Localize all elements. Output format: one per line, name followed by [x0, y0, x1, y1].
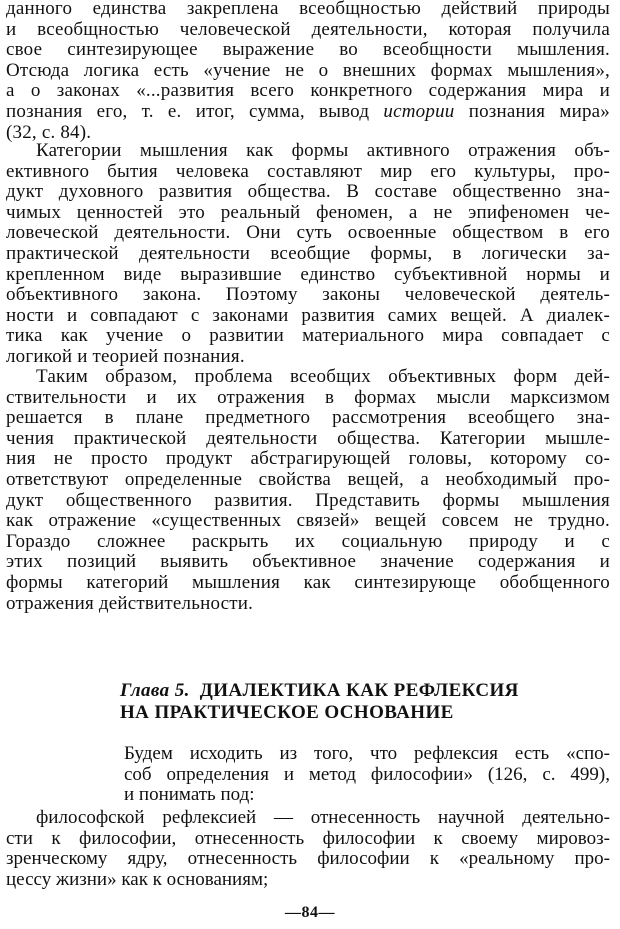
- text-line: этих позиций выявить объективное значение содержания и: [6, 552, 610, 573]
- chapter-heading-line-1: [120, 680, 519, 701]
- text-line: сти к философии, отнесенность философии к своему мировоз-: [6, 828, 610, 849]
- text-line: ности и совпадают с законами развития самих вещей. А диалек-: [6, 305, 610, 326]
- text-line: и всеобщностью человеческой деятельности, которая получила: [6, 19, 610, 40]
- text-fragment: познания его, т. е. итог, сумма, вывод: [6, 101, 384, 122]
- text-line: чимых ценностей это реальный феномен, а не эпифеномен че-: [6, 202, 610, 223]
- text-line: Будем исходить из того, что рефлексия есть «спо-: [124, 744, 610, 764]
- text-line: решается в плане предметного рассмотрения всеобщего зна-: [6, 408, 610, 429]
- italic-emphasis: истории: [383, 101, 455, 122]
- text-line: а о законах «...развития всего конкретного содержания мира и: [6, 81, 610, 102]
- text-line: ответствуют определенные свойства вещей, а необходимый про-: [6, 469, 610, 490]
- text-line: ективного бытия человека составляют мир его культуры, про-: [6, 161, 610, 182]
- text-line: формы категорий мышления как синтезирующе обобщенного: [6, 572, 610, 593]
- chapter-heading: [120, 680, 519, 724]
- text-line: логикой и теорией познания.: [6, 346, 245, 367]
- text-line: данного единства закреплена всеобщностью действий природы: [6, 0, 610, 19]
- text-line: Гораздо сложнее раскрыть их социальную природу и с: [6, 531, 610, 552]
- text-line: отражения действительности.: [6, 593, 254, 614]
- chapter-title-part-2: НА ПРАКТИЧЕСКОЕ ОСНОВАНИЕ: [120, 702, 454, 723]
- text-line: свое синтезирующее выражение во всеобщности мышления.: [6, 40, 610, 61]
- text-line: дукт духовного развития общества. В составе общественно зна-: [6, 182, 610, 203]
- paragraph-4: [124, 744, 610, 806]
- paragraph-1: [6, 0, 610, 143]
- text-line: зренческому ядру, отнесенность философии к «реальному про-: [6, 849, 610, 870]
- text-fragment: познания мира»: [454, 101, 610, 122]
- text-line: практической деятельности всеобщие формы, в логически за-: [6, 243, 610, 264]
- text-line: как отражение «существенных связей» вещей совсем не трудно.: [6, 511, 610, 532]
- text-line: ствительности и их отражения в формах мысли марксизмом: [6, 387, 610, 408]
- text-line: Категории мышления как формы активного отражения объ-: [36, 141, 610, 161]
- text-line: Таким образом, проблема всеобщих объективных форм дей-: [36, 367, 610, 387]
- paragraph-2: [6, 141, 610, 368]
- text-line: тика как учение о развитии материального мира совпадает с: [6, 326, 610, 347]
- text-line: ловеческой деятельности. Они суть освоенные обществом в его: [6, 223, 610, 244]
- text-line-with-italic: [6, 102, 610, 123]
- text-line: и понимать под:: [124, 785, 255, 806]
- text-line: (32, с. 84).: [6, 122, 92, 143]
- chapter-number: Глава 5.: [120, 680, 190, 701]
- text-line: чения практической деятельности общества. Категории мышле-: [6, 428, 610, 449]
- text-line: крепленном виде выразившие единство субъективной нормы и: [6, 264, 610, 285]
- chapter-title-part-1: ДИАЛЕКТИКА КАК РЕФЛЕКСИЯ: [199, 680, 519, 701]
- text-line: философской рефлексией — отнесенность научной деятельно-: [36, 808, 610, 828]
- page-number: —84—: [285, 904, 335, 921]
- text-line: соб определения и метод философии» (126, с. 499),: [124, 764, 610, 785]
- paragraph-3: [6, 367, 610, 614]
- text-line: ния не просто продукт абстрагирующей головы, которому со-: [6, 449, 610, 470]
- text-line: Отсюда логика есть «учение не о внешних формах мышления»,: [6, 60, 610, 81]
- text-line: цессу жизни» как к основаниям;: [6, 869, 269, 890]
- text-line: объективного закона. Поэтому законы человеческой деятель-: [6, 285, 610, 306]
- paragraph-5: [6, 808, 610, 890]
- text-line: дукт общественного развития. Представить формы мышления: [6, 490, 610, 511]
